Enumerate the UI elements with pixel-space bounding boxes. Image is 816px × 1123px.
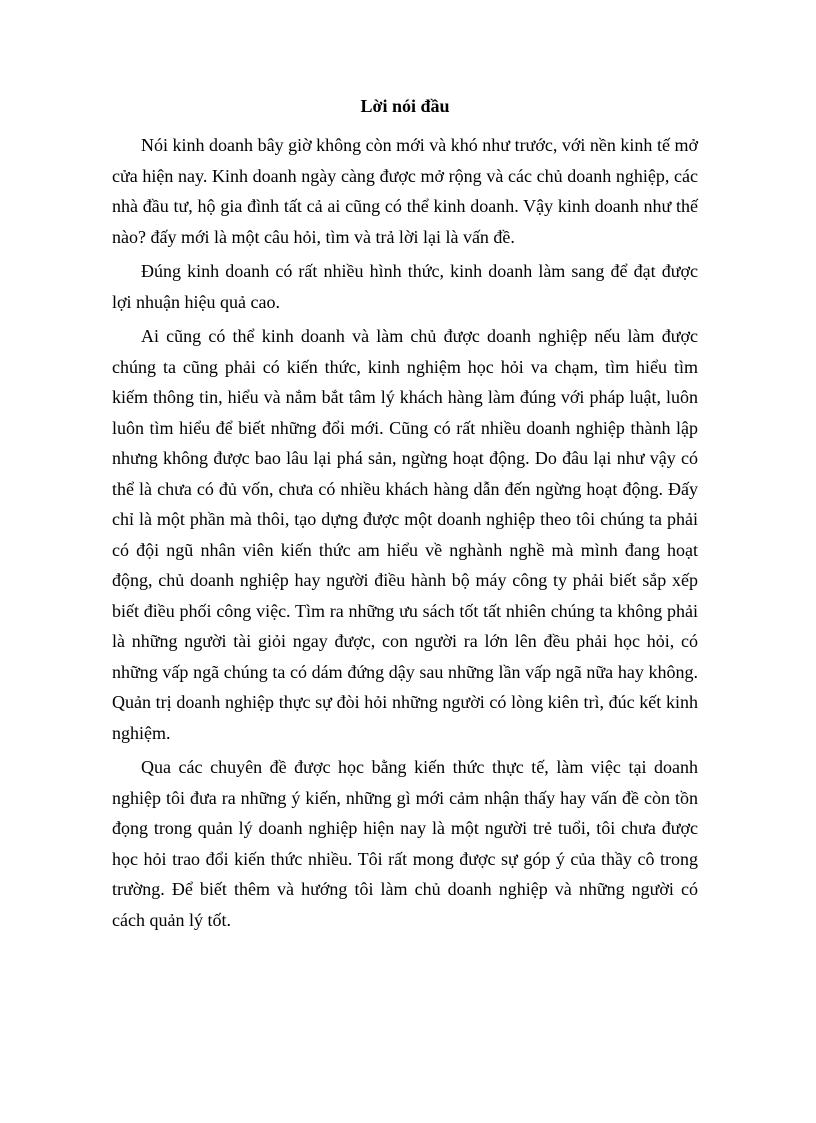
paragraph-2: Đúng kinh doanh có rất nhiều hình thức, kinh doanh làm sang để đạt được lợi nhuận hiệu quả cao.: [112, 261, 698, 312]
paragraph-4: Qua các chuyên đề được học bằng kiến thức thực tế, làm việc tại doanh nghiệp tôi đưa ra những ý kiến, những gì mới cảm nhận thấy hay vấn đề còn tồn đọng trong quản lý doanh nghiệp hiện nay là một người trẻ tuổi, tôi chưa được học hỏi trao đổi kiến thức nhiều. Tôi rất mong được sự góp ý của thầy cô trong trường. Để biết thêm và hướng tôi làm chủ doanh nghiệp và những người có cách quản lý tốt.: [112, 757, 698, 930]
paragraph-1: Nói kinh doanh bây giờ không còn mới và khó như trước, với nền kinh tế mở cửa hiện nay. Kinh doanh ngày càng được mở rộng và các chủ doanh nghiệp, các nhà đầu tư, hộ gia đình tất cả ai cũng có thể kinh doanh. Vậy kinh doanh như thế nào? đấy mới là một câu hỏi, tìm và trả lời lại là vấn đề.: [112, 135, 698, 247]
document-page: [112, 96, 698, 939]
paragraph-3: Ai cũng có thể kinh doanh và làm chủ được doanh nghiệp nếu làm được chúng ta cũng phải có kiến thức, kinh nghiệm học hỏi va chạm, tìm hiểu tìm kiếm thông tin, hiểu và nắm bắt tâm lý khách hàng làm đúng với pháp luật, luôn luôn tìm hiểu để biết những đổi mới. Cũng có rất nhiều doanh nghiệp thành lập nhưng không được bao lâu lại phá sản, ngừng hoạt động. Do đâu lại như vậy có thể là chưa có đủ vốn, chưa có nhiều khách hàng dẫn đến ngừng hoạt động. Đấy chỉ là một phần mà thôi, tạo dựng được một doanh nghiệp theo tôi chúng ta phải có đội ngũ nhân viên kiến thức am hiểu về nghành nghề mà mình đang hoạt động, chủ doanh nghiệp hay người điều hành bộ máy công ty phải biết sắp xếp biết điều phối công việc. Tìm ra những ưu sách tốt tất nhiên chúng ta không phải là những người tài giỏi ngay được, con người ra lớn lên đều phải học hỏi, có những vấp ngã chúng ta có dám đứng dậy sau những lần vấp ngã nữa hay không. Quản trị doanh nghiệp thực sự đòi hỏi những người có lòng kiên trì, đúc kết kinh nghiệm.: [112, 326, 698, 743]
document-title: Lời nói đầu: [360, 96, 450, 116]
